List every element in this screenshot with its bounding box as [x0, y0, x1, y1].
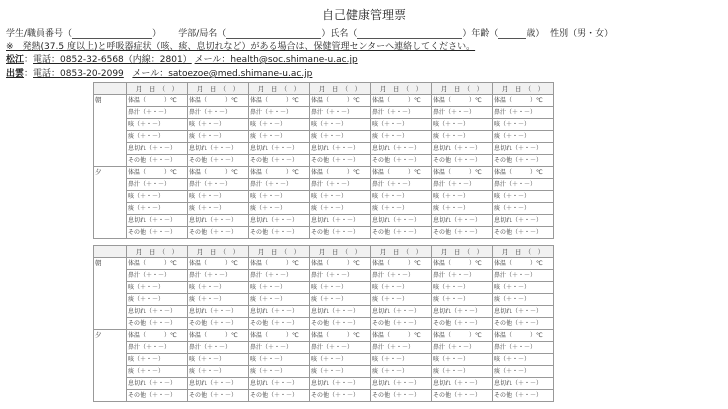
symptom-cell[interactable]: 鼻汁（＋・－） [310, 342, 371, 354]
symptom-cell[interactable]: その他（＋・－） [249, 155, 310, 167]
symptom-cell[interactable]: 鼻汁（＋・－） [188, 342, 249, 354]
symptom-cell[interactable]: 体温（ ）℃ [249, 330, 310, 342]
symptom-cell[interactable]: 痰（＋・－） [432, 366, 493, 378]
name-label: 氏名 [330, 29, 349, 39]
symptom-cell[interactable]: 鼻汁（＋・－） [371, 179, 432, 191]
date-header-row [94, 83, 554, 95]
symptom-cell[interactable]: その他（＋・－） [432, 155, 493, 167]
dept-field[interactable] [226, 28, 321, 39]
symptom-cell[interactable]: 咳（＋・－） [371, 282, 432, 294]
date-header-cell[interactable]: 月 日 （ ） [188, 83, 249, 95]
symptom-cell[interactable]: 鼻汁（＋・－） [249, 179, 310, 191]
table-row [94, 366, 554, 378]
table-row [94, 306, 554, 318]
symptom-cell[interactable]: 痰（＋・－） [371, 294, 432, 306]
notice-text: ※ 発熱(37.5 度以上)と呼吸器症状（咳、痰、息切れなど）がある場合は、保健管理センターへ連絡してください。 [6, 42, 476, 52]
date-header-row [94, 246, 554, 258]
symptom-cell[interactable]: 痰（＋・－） [249, 131, 310, 143]
symptom-cell[interactable]: 体温（ ）℃ [432, 258, 493, 270]
symptom-cell[interactable]: 痰（＋・－） [432, 294, 493, 306]
symptom-cell[interactable]: その他（＋・－） [432, 318, 493, 330]
symptom-cell[interactable]: 咳（＋・－） [127, 119, 188, 131]
symptom-cell[interactable]: 痰（＋・－） [127, 131, 188, 143]
symptom-cell[interactable]: 鼻汁（＋・－） [432, 179, 493, 191]
symptom-cell[interactable]: 咳（＋・－） [310, 282, 371, 294]
symptom-cell[interactable]: 息切れ（＋・－） [249, 143, 310, 155]
page-title: 自己健康管理票 [321, 8, 406, 22]
symptom-cell[interactable]: 咳（＋・－） [493, 191, 554, 203]
symptom-cell[interactable]: 咳（＋・－） [432, 282, 493, 294]
symptom-cell[interactable]: 咳（＋・－） [310, 354, 371, 366]
symptom-cell[interactable]: 咳（＋・－） [493, 282, 554, 294]
symptom-cell[interactable]: その他（＋・－） [310, 390, 371, 402]
symptom-cell[interactable]: 咳（＋・－） [249, 191, 310, 203]
symptom-cell[interactable]: 息切れ（＋・－） [371, 306, 432, 318]
symptom-cell[interactable]: 鼻汁（＋・－） [188, 179, 249, 191]
symptom-cell[interactable]: 痰（＋・－） [188, 203, 249, 215]
symptom-cell[interactable]: 体温（ ）℃ [249, 258, 310, 270]
symptom-cell[interactable]: その他（＋・－） [188, 318, 249, 330]
date-header-cell[interactable]: 月 日 （ ） [127, 83, 188, 95]
corner-cell [94, 83, 127, 95]
symptom-cell[interactable]: 体温（ ）℃ [310, 167, 371, 179]
symptom-cell[interactable]: 体温（ ）℃ [310, 95, 371, 107]
symptom-cell[interactable]: 体温（ ）℃ [188, 95, 249, 107]
symptom-cell[interactable]: 咳（＋・－） [493, 354, 554, 366]
table-row [94, 294, 554, 306]
table-row [94, 107, 554, 119]
symptom-cell[interactable]: 体温（ ）℃ [493, 167, 554, 179]
symptom-cell[interactable]: その他（＋・－） [127, 390, 188, 402]
symptom-cell[interactable]: 鼻汁（＋・－） [127, 342, 188, 354]
symptom-cell[interactable]: 鼻汁（＋・－） [493, 179, 554, 191]
symptom-cell[interactable]: 体温（ ）℃ [249, 167, 310, 179]
personal-info-line: 学生/職員番号（ ） 学部/局名（ ）氏名（ ）年齢（ 歳） 性別（男・女） [6, 29, 614, 39]
symptom-cell[interactable]: 咳（＋・－） [310, 191, 371, 203]
table-row [94, 330, 554, 342]
symptom-cell[interactable]: 体温（ ）℃ [371, 167, 432, 179]
symptom-cell[interactable]: 体温（ ）℃ [249, 95, 310, 107]
symptom-cell[interactable]: 痰（＋・－） [127, 203, 188, 215]
symptom-cell[interactable]: その他（＋・－） [249, 318, 310, 330]
symptom-cell[interactable]: 息切れ（＋・－） [188, 143, 249, 155]
date-header-cell[interactable]: 月 日 （ ） [432, 246, 493, 258]
date-header-cell[interactable]: 月 日 （ ） [249, 83, 310, 95]
symptom-cell[interactable]: 咳（＋・－） [432, 191, 493, 203]
symptom-cell[interactable]: 痰（＋・－） [188, 366, 249, 378]
table-row [94, 215, 554, 227]
symptom-cell[interactable]: 鼻汁（＋・－） [432, 270, 493, 282]
symptom-cell[interactable]: 体温（ ）℃ [127, 167, 188, 179]
age-label: 年齢 [471, 29, 490, 39]
symptom-cell[interactable]: その他（＋・－） [432, 390, 493, 402]
symptom-cell[interactable]: その他（＋・－） [432, 227, 493, 239]
symptom-cell[interactable]: 息切れ（＋・－） [310, 215, 371, 227]
date-header-cell[interactable]: 月 日 （ ） [249, 246, 310, 258]
symptom-cell[interactable]: 息切れ（＋・－） [371, 378, 432, 390]
symptom-cell[interactable]: 息切れ（＋・－） [371, 143, 432, 155]
dept-label: 学部/局名 [178, 29, 218, 39]
symptom-cell[interactable]: 体温（ ）℃ [188, 330, 249, 342]
symptom-cell[interactable]: 息切れ（＋・－） [127, 378, 188, 390]
symptom-cell[interactable]: 咳（＋・－） [249, 282, 310, 294]
symptom-cell[interactable]: 咳（＋・－） [310, 119, 371, 131]
symptom-cell[interactable]: 鼻汁（＋・－） [127, 270, 188, 282]
symptom-cell[interactable]: その他（＋・－） [127, 318, 188, 330]
symptom-cell[interactable]: 息切れ（＋・－） [249, 378, 310, 390]
symptom-cell[interactable]: その他（＋・－） [371, 155, 432, 167]
date-header-cell[interactable]: 月 日 （ ） [371, 246, 432, 258]
symptom-cell[interactable]: 体温（ ）℃ [371, 95, 432, 107]
contact-izumo: 出雲：電話：0853-20-2099 メール：satoezoe@med.shimane-u.ac.jp [6, 69, 313, 79]
table-row [94, 227, 554, 239]
symptom-cell[interactable]: 鼻汁（＋・－） [249, 342, 310, 354]
symptom-cell[interactable]: その他（＋・－） [188, 227, 249, 239]
date-header-cell[interactable]: 月 日 （ ） [432, 83, 493, 95]
date-header-cell[interactable]: 月 日 （ ） [493, 246, 554, 258]
symptom-cell[interactable]: 息切れ（＋・－） [493, 143, 554, 155]
symptom-cell[interactable]: 体温（ ）℃ [188, 258, 249, 270]
symptom-cell[interactable]: 痰（＋・－） [493, 203, 554, 215]
symptom-cell[interactable]: 痰（＋・－） [310, 203, 371, 215]
symptom-cell[interactable]: 痰（＋・－） [371, 366, 432, 378]
symptom-cell[interactable]: 痰（＋・－） [249, 203, 310, 215]
period-label: 夕 [94, 167, 127, 239]
symptom-cell[interactable]: その他（＋・－） [493, 155, 554, 167]
symptom-cell[interactable]: 咳（＋・－） [249, 119, 310, 131]
symptom-cell[interactable]: 咳（＋・－） [493, 119, 554, 131]
gender-label: 性別（男・女） [550, 29, 614, 39]
symptom-cell[interactable]: 息切れ（＋・－） [127, 143, 188, 155]
date-header-cell[interactable]: 月 日 （ ） [188, 246, 249, 258]
symptom-cell[interactable]: 咳（＋・－） [127, 282, 188, 294]
date-header-cell[interactable]: 月 日 （ ） [310, 83, 371, 95]
symptom-cell[interactable]: その他（＋・－） [493, 390, 554, 402]
symptom-cell[interactable]: 痰（＋・－） [432, 131, 493, 143]
age-field[interactable] [498, 28, 526, 39]
corner-cell [94, 246, 127, 258]
symptom-cell[interactable]: 咳（＋・－） [371, 119, 432, 131]
symptom-cell[interactable]: 体温（ ）℃ [127, 258, 188, 270]
symptom-cell[interactable]: その他（＋・－） [249, 227, 310, 239]
symptom-cell[interactable]: 体温（ ）℃ [127, 330, 188, 342]
period-label: 朝 [94, 95, 127, 167]
symptom-cell[interactable]: 咳（＋・－） [127, 354, 188, 366]
mail-text: メール：satoezoe@med.shimane-u.ac.jp [132, 69, 313, 79]
phone-text: 電話：0853-20-2099 [33, 69, 124, 79]
table-row [94, 282, 554, 294]
symptom-cell[interactable]: 痰（＋・－） [310, 131, 371, 143]
symptom-cell[interactable]: 息切れ（＋・－） [493, 215, 554, 227]
symptom-cell[interactable]: その他（＋・－） [493, 318, 554, 330]
symptom-cell[interactable]: 息切れ（＋・－） [310, 378, 371, 390]
symptom-cell[interactable]: 痰（＋・－） [493, 294, 554, 306]
symptom-cell[interactable]: その他（＋・－） [371, 227, 432, 239]
symptom-cell[interactable]: 咳（＋・－） [371, 354, 432, 366]
symptom-cell[interactable]: 痰（＋・－） [188, 294, 249, 306]
age-unit: 歳 [526, 29, 536, 39]
symptom-cell[interactable]: 息切れ（＋・－） [493, 306, 554, 318]
symptom-cell[interactable]: その他（＋・－） [188, 155, 249, 167]
symptom-cell[interactable]: 咳（＋・－） [188, 354, 249, 366]
symptom-cell[interactable]: その他（＋・－） [249, 390, 310, 402]
symptom-cell[interactable]: 息切れ（＋・－） [432, 306, 493, 318]
symptom-cell[interactable]: 鼻汁（＋・－） [127, 107, 188, 119]
symptom-cell[interactable]: その他（＋・－） [493, 227, 554, 239]
symptom-cell[interactable]: 体温（ ）℃ [432, 167, 493, 179]
symptom-cell[interactable]: 鼻汁（＋・－） [310, 179, 371, 191]
symptom-cell[interactable]: 体温（ ）℃ [310, 330, 371, 342]
symptom-cell[interactable]: その他（＋・－） [310, 318, 371, 330]
symptom-cell[interactable]: その他（＋・－） [127, 227, 188, 239]
name-field[interactable] [357, 28, 462, 39]
table-row [94, 95, 554, 107]
symptom-cell[interactable]: その他（＋・－） [371, 390, 432, 402]
symptom-cell[interactable]: 体温（ ）℃ [188, 167, 249, 179]
table-row [94, 378, 554, 390]
symptom-cell[interactable]: 痰（＋・－） [371, 203, 432, 215]
symptom-cell[interactable]: 息切れ（＋・－） [432, 143, 493, 155]
date-header-cell[interactable]: 月 日 （ ） [127, 246, 188, 258]
symptom-cell[interactable]: 鼻汁（＋・－） [493, 107, 554, 119]
symptom-cell[interactable]: 痰（＋・－） [493, 131, 554, 143]
symptom-cell[interactable]: 体温（ ）℃ [310, 258, 371, 270]
symptom-cell[interactable]: 体温（ ）℃ [432, 330, 493, 342]
symptom-cell[interactable]: 鼻汁（＋・－） [249, 107, 310, 119]
symptom-cell[interactable]: 息切れ（＋・－） [310, 143, 371, 155]
table-row [94, 119, 554, 131]
symptom-cell[interactable]: 鼻汁（＋・－） [371, 342, 432, 354]
health-table-week-2 [93, 245, 554, 402]
symptom-cell[interactable]: 痰（＋・－） [127, 366, 188, 378]
campus-name: 松江 [6, 55, 25, 65]
phone-text: 電話：0852-32-6568（内線：2801） [33, 55, 192, 65]
symptom-cell[interactable]: 体温（ ）℃ [432, 95, 493, 107]
symptom-cell[interactable]: 鼻汁（＋・－） [493, 342, 554, 354]
symptom-cell[interactable]: 痰（＋・－） [310, 366, 371, 378]
table-row [94, 203, 554, 215]
symptom-cell[interactable]: 咳（＋・－） [188, 119, 249, 131]
symptom-cell[interactable]: 体温（ ）℃ [493, 330, 554, 342]
campus-name: 出雲 [6, 69, 25, 79]
symptom-cell[interactable]: 体温（ ）℃ [493, 95, 554, 107]
date-header-cell[interactable]: 月 日 （ ） [310, 246, 371, 258]
symptom-cell[interactable]: 息切れ（＋・－） [188, 378, 249, 390]
symptom-cell[interactable]: 咳（＋・－） [432, 119, 493, 131]
symptom-cell[interactable]: 息切れ（＋・－） [371, 215, 432, 227]
symptom-cell[interactable]: 痰（＋・－） [249, 294, 310, 306]
symptom-cell[interactable]: 鼻汁（＋・－） [310, 107, 371, 119]
symptom-cell[interactable]: 痰（＋・－） [432, 203, 493, 215]
table-row [94, 167, 554, 179]
symptom-cell[interactable]: 痰（＋・－） [127, 294, 188, 306]
symptom-cell[interactable]: その他（＋・－） [371, 318, 432, 330]
symptom-cell[interactable]: 息切れ（＋・－） [188, 215, 249, 227]
symptom-cell[interactable]: 鼻汁（＋・－） [188, 107, 249, 119]
symptom-cell[interactable]: その他（＋・－） [127, 155, 188, 167]
symptom-cell[interactable]: 体温（ ）℃ [371, 258, 432, 270]
symptom-cell[interactable]: 息切れ（＋・－） [127, 215, 188, 227]
symptom-cell[interactable]: その他（＋・－） [188, 390, 249, 402]
table-row [94, 318, 554, 330]
symptom-cell[interactable]: 鼻汁（＋・－） [249, 270, 310, 282]
contact-matsue: 松江：電話：0852-32-6568（内線：2801） メール：health@soc.shimane-u.ac.jp [6, 55, 358, 65]
symptom-cell[interactable]: 鼻汁（＋・－） [188, 270, 249, 282]
table-row [94, 179, 554, 191]
date-header-cell[interactable]: 月 日 （ ） [371, 83, 432, 95]
symptom-cell[interactable]: 痰（＋・－） [188, 131, 249, 143]
symptom-cell[interactable]: 痰（＋・－） [371, 131, 432, 143]
table-row [94, 191, 554, 203]
table-row [94, 270, 554, 282]
symptom-cell[interactable]: 息切れ（＋・－） [432, 378, 493, 390]
symptom-cell[interactable]: 咳（＋・－） [188, 282, 249, 294]
table-row [94, 155, 554, 167]
table-row [94, 143, 554, 155]
period-label: 夕 [94, 330, 127, 402]
symptom-cell[interactable]: 痰（＋・－） [493, 366, 554, 378]
table-row [94, 258, 554, 270]
symptom-cell[interactable]: 体温（ ）℃ [493, 258, 554, 270]
symptom-cell[interactable]: 鼻汁（＋・－） [371, 270, 432, 282]
symptom-cell[interactable]: 痰（＋・－） [249, 366, 310, 378]
table-row [94, 354, 554, 366]
date-header-cell[interactable]: 月 日 （ ） [493, 83, 554, 95]
symptom-cell[interactable]: 痰（＋・－） [310, 294, 371, 306]
symptom-cell[interactable]: 鼻汁（＋・－） [493, 270, 554, 282]
symptom-cell[interactable]: 息切れ（＋・－） [249, 215, 310, 227]
symptom-cell[interactable]: 鼻汁（＋・－） [432, 342, 493, 354]
symptom-cell[interactable]: 咳（＋・－） [432, 354, 493, 366]
symptom-cell[interactable]: その他（＋・－） [310, 155, 371, 167]
symptom-cell[interactable]: その他（＋・－） [310, 227, 371, 239]
id-label: 学生/職員番号 [6, 29, 64, 39]
table-row [94, 390, 554, 402]
symptom-cell[interactable]: 咳（＋・－） [127, 191, 188, 203]
symptom-cell[interactable]: 体温（ ）℃ [127, 95, 188, 107]
symptom-cell[interactable]: 鼻汁（＋・－） [371, 107, 432, 119]
id-field[interactable] [72, 28, 152, 39]
symptom-cell[interactable]: 息切れ（＋・－） [310, 306, 371, 318]
symptom-cell[interactable]: 息切れ（＋・－） [493, 378, 554, 390]
symptom-cell[interactable]: 体温（ ）℃ [371, 330, 432, 342]
period-label: 朝 [94, 258, 127, 330]
symptom-cell[interactable]: 咳（＋・－） [371, 191, 432, 203]
table-row [94, 342, 554, 354]
symptom-cell[interactable]: 鼻汁（＋・－） [432, 107, 493, 119]
symptom-cell[interactable]: 息切れ（＋・－） [188, 306, 249, 318]
symptom-cell[interactable]: 咳（＋・－） [249, 354, 310, 366]
symptom-cell[interactable]: 咳（＋・－） [188, 191, 249, 203]
symptom-cell[interactable]: 鼻汁（＋・－） [127, 179, 188, 191]
symptom-cell[interactable]: 息切れ（＋・－） [127, 306, 188, 318]
symptom-cell[interactable]: 息切れ（＋・－） [249, 306, 310, 318]
mail-text: メール：health@soc.shimane-u.ac.jp [194, 55, 358, 65]
symptom-cell[interactable]: 息切れ（＋・－） [432, 215, 493, 227]
symptom-cell[interactable]: 鼻汁（＋・－） [310, 270, 371, 282]
table-row [94, 131, 554, 143]
health-table-week-1 [93, 82, 554, 239]
